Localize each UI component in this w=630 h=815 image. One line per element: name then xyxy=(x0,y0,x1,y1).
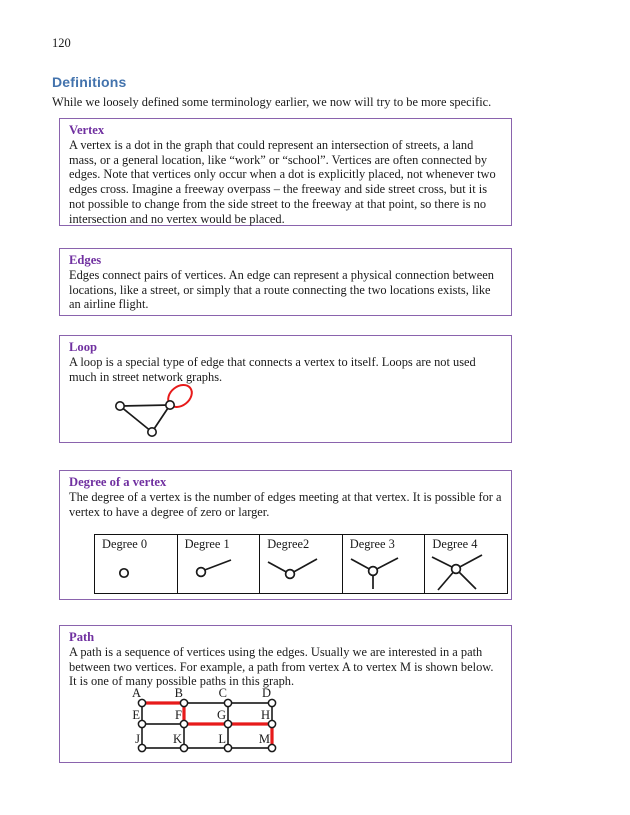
vertex-label-E: E xyxy=(132,708,140,722)
page-number: 120 xyxy=(52,36,71,50)
vertex-label-L: L xyxy=(218,732,226,746)
definition-box-vertex xyxy=(59,118,512,226)
definition-box-path xyxy=(59,625,512,763)
definition-box-edges xyxy=(59,248,512,316)
vertex-box-title: Vertex xyxy=(69,123,105,137)
vertex-label-K: K xyxy=(172,732,182,746)
degree-3-figure xyxy=(343,552,425,594)
loop-graph-figure xyxy=(97,376,257,440)
loop-vertex-right xyxy=(166,401,174,409)
section-heading: Definitions xyxy=(52,74,127,90)
vertex-B xyxy=(180,699,187,706)
path-box-body: A path is a sequence of vertices using the edges. Usually we are interested in a path between two vertices. For example, a path from vertex A to vertex M is shown below. It is one of many possible paths in this graph. xyxy=(69,645,494,689)
vertex-box-body: A vertex is a dot in the graph that could represent an intersection of streets, a land mass, or a general location, like “work” or “school”. Vertices are often connected by edges. Note that vertices only occur when a dot is explicitly placed, not whenever two edges cross. Imagine a freeway overpass – the freeway and side street cross, but it is not possible to change from the side street to the freeway at that point, so there is no intersection and no vertex would be placed. xyxy=(69,138,496,226)
loop-box-body: A loop is a special type of edge that connects a vertex to itself. Loops are not used much in street network graphs. xyxy=(69,355,476,384)
edges-box-body: Edges connect pairs of vertices. An edge can represent a physical connection between locations, like a street, or simply that a route connecting the two locations exists, like an airline flight. xyxy=(69,268,494,312)
loop-vertex-left xyxy=(116,402,124,410)
degree-2-figure xyxy=(260,552,342,594)
degree-table-cell-3 xyxy=(343,535,426,593)
definition-box-loop xyxy=(59,335,512,443)
vertex-C xyxy=(224,699,231,706)
path-graph-figure xyxy=(122,688,294,764)
loop-box-title: Loop xyxy=(69,340,97,354)
vertex-D xyxy=(268,699,275,706)
vertex-label-M: M xyxy=(258,732,270,746)
path-box-title: Path xyxy=(69,630,95,644)
degree-table-cell-0 xyxy=(95,535,178,593)
vertex-label-C: C xyxy=(218,688,227,700)
degree-1-figure xyxy=(178,552,260,594)
vertex-A xyxy=(138,699,145,706)
degree-table-cell-4 xyxy=(425,535,507,593)
degree-table-cell-1 xyxy=(178,535,261,593)
vertex-label-B: B xyxy=(174,688,183,700)
degree-4-figure xyxy=(425,552,507,594)
definition-box-degree xyxy=(59,470,512,600)
degree-1-label: Degree 1 xyxy=(184,537,230,551)
vertex-label-J: J xyxy=(135,732,140,746)
vertex-label-G: G xyxy=(216,708,226,722)
degree-box-title: Degree of a vertex xyxy=(69,475,167,489)
degree-table-cell-2 xyxy=(260,535,343,593)
loop-vertex-bottom xyxy=(148,428,156,436)
degree-2-label: Degree2 xyxy=(267,537,310,551)
degree-0-figure xyxy=(95,552,177,594)
vertex-label-H: H xyxy=(260,708,270,722)
edges-box-title: Edges xyxy=(69,253,102,267)
degree-0-label: Degree 0 xyxy=(102,537,148,551)
degree-3-label: Degree 3 xyxy=(349,537,395,551)
intro-paragraph: While we loosely defined some terminology earlier, we now will try to be more specific. xyxy=(52,95,492,109)
degree-table xyxy=(94,534,508,594)
vertex-label-D: D xyxy=(261,688,271,700)
degree-4-label: Degree 4 xyxy=(432,537,478,551)
vertex-label-A: A xyxy=(131,688,141,700)
degree-box-body: The degree of a vertex is the number of edges meeting at that vertex. It is possible for a vertex to have a degree of zero or larger. xyxy=(69,490,502,519)
vertex-label-F: F xyxy=(175,708,182,722)
